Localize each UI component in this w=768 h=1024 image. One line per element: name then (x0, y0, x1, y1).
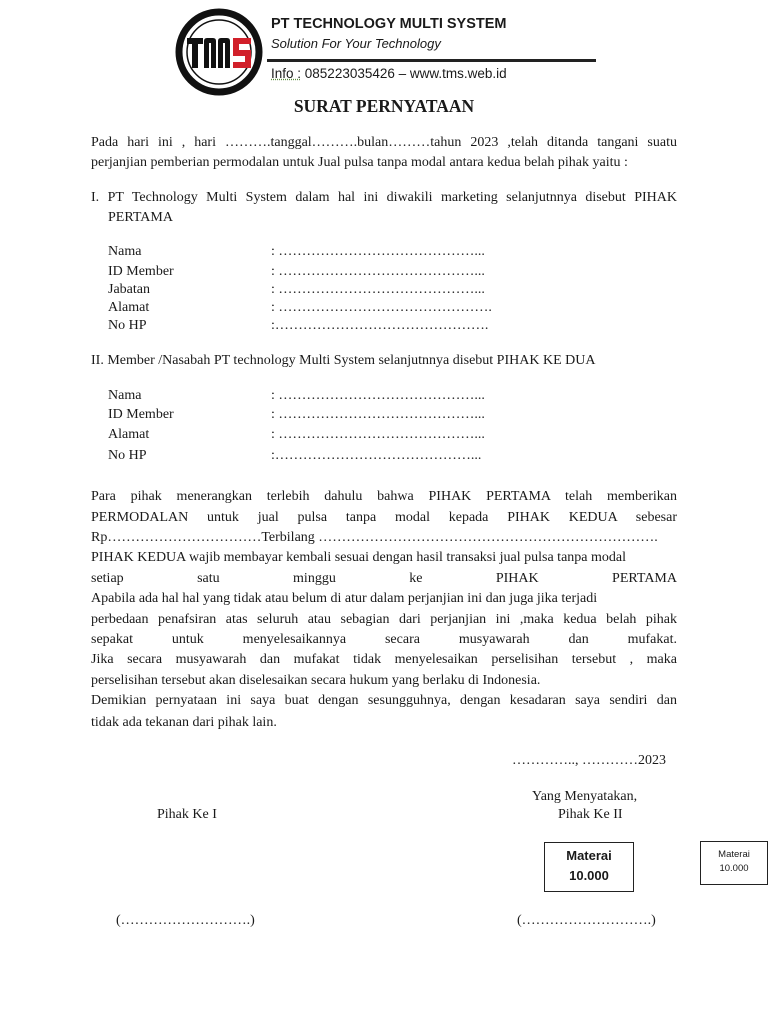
body-line: PERMODALAN untuk jual pulsa tanpa modal kepada PIHAK KEDUA sebesar (91, 510, 677, 525)
stamp-duty-box-small (700, 841, 768, 885)
party1-field-value: :………………………………………. (271, 318, 489, 333)
stamp-duty-box (544, 842, 634, 892)
body-line: tidak ada tekanan dari pihak lain. (91, 715, 277, 730)
stamp-duty-label: Materai (566, 848, 612, 863)
header-divider (267, 59, 596, 62)
party1-heading: I. PT Technology Multi System dalam hal ini diwakili marketing selanjutnnya disebut PIHAK (91, 190, 677, 205)
body-line: sepakat untuk menyelesaikannya secara musyawarah dan mufakat. (91, 632, 677, 647)
party1-signature-line: (……………………….) (116, 913, 255, 928)
party2-heading: II. Member /Nasabah PT technology Multi System selanjutnnya disebut PIHAK KE DUA (91, 353, 596, 368)
stamp-duty-value: 10.000 (719, 863, 749, 874)
document-title: SURAT PERNYATAAN (293, 96, 475, 116)
body-line: setiap satu minggu ke PIHAK PERTAMA (91, 571, 677, 586)
body-line: PIHAK KEDUA wajib membayar kembali sesuai dengan hasil transaksi jual pulsa tanpa modal (91, 550, 626, 565)
party2-signature-line: (……………………….) (517, 913, 656, 928)
party2-field-label: No HP (108, 448, 147, 463)
body-line: Para pihak menerangkan terlebih dahulu bahwa PIHAK PERTAMA telah memberikan (91, 489, 677, 504)
party1-signature-label: Pihak Ke I (157, 807, 217, 822)
party2-field-value: :……………………………………... (271, 448, 482, 463)
party1-field-label: Jabatan (108, 282, 150, 297)
stamp-duty-label: Materai (718, 849, 750, 860)
body-line: perselisihan tersebut akan diselesaikan secara hukum yang berlaku di Indonesia. (91, 673, 541, 688)
party2-field-value: : ……………………………………... (271, 388, 485, 403)
party1-field-value: : ……………………………………... (271, 282, 485, 297)
stamp-duty-value: 10.000 (569, 868, 609, 883)
party1-heading-cont: PERTAMA (108, 210, 173, 225)
party2-field-label: ID Member (108, 407, 174, 422)
party1-field-label: ID Member (108, 264, 174, 279)
body-line: Demikian pernyataan ini saya buat dengan sesungguhnya, dengan kesadaran saya sendiri dan (91, 693, 677, 708)
body-line: perbedaan penafsiran atas seluruh atau sebagian dari perjanjian ini ,maka kedua belah pihak (91, 612, 677, 627)
intro-line: perjanjian pemberian permodalan untuk Jual pulsa tanpa modal antara kedua belah pihak yaitu : (91, 155, 628, 170)
declarer-label: Yang Menyatakan, (532, 789, 638, 804)
body-line: Rp……………………………Terbilang ………………………………………………………………. (91, 530, 658, 545)
body-line: Apabila ada hal hal yang tidak atau belum di atur dalam perjanjian ini dan juga jika terjadi (91, 591, 598, 606)
party2-field-value: : ……………………………………... (271, 427, 485, 442)
party2-signature-label: Pihak Ke II (558, 807, 623, 822)
signature-date-line: ………….., …………2023 (512, 753, 666, 768)
party2-field-label: Alamat (108, 427, 150, 442)
info-label: Info : (271, 66, 302, 81)
company-name: PT TECHNOLOGY MULTI SYSTEM (271, 16, 507, 32)
company-logo (175, 8, 263, 96)
party2-field-label: Nama (108, 388, 142, 403)
party1-field-value: : ……………………………………... (271, 264, 485, 279)
info-value: 085223035426 – www.tms.web.id (301, 66, 507, 81)
party1-field-value: : ……………………………………... (271, 244, 485, 259)
body-line: Jika secara musyawarah dan mufakat tidak menyelesaikan perselisihan tersebut , maka (91, 652, 677, 667)
intro-line: Pada hari ini , hari ……….tanggal……….bulan………tahun 2023 ,telah ditanda tangani suatu (91, 135, 677, 150)
company-tagline: Solution For Your Technology (271, 36, 441, 51)
party1-field-label: No HP (108, 318, 147, 333)
company-contact-info (271, 66, 507, 81)
party1-field-label: Nama (108, 244, 142, 259)
party1-field-label: Alamat (108, 300, 150, 315)
party1-field-value: : ………………………………………. (271, 300, 492, 315)
party2-field-value: : ……………………………………... (271, 407, 485, 422)
